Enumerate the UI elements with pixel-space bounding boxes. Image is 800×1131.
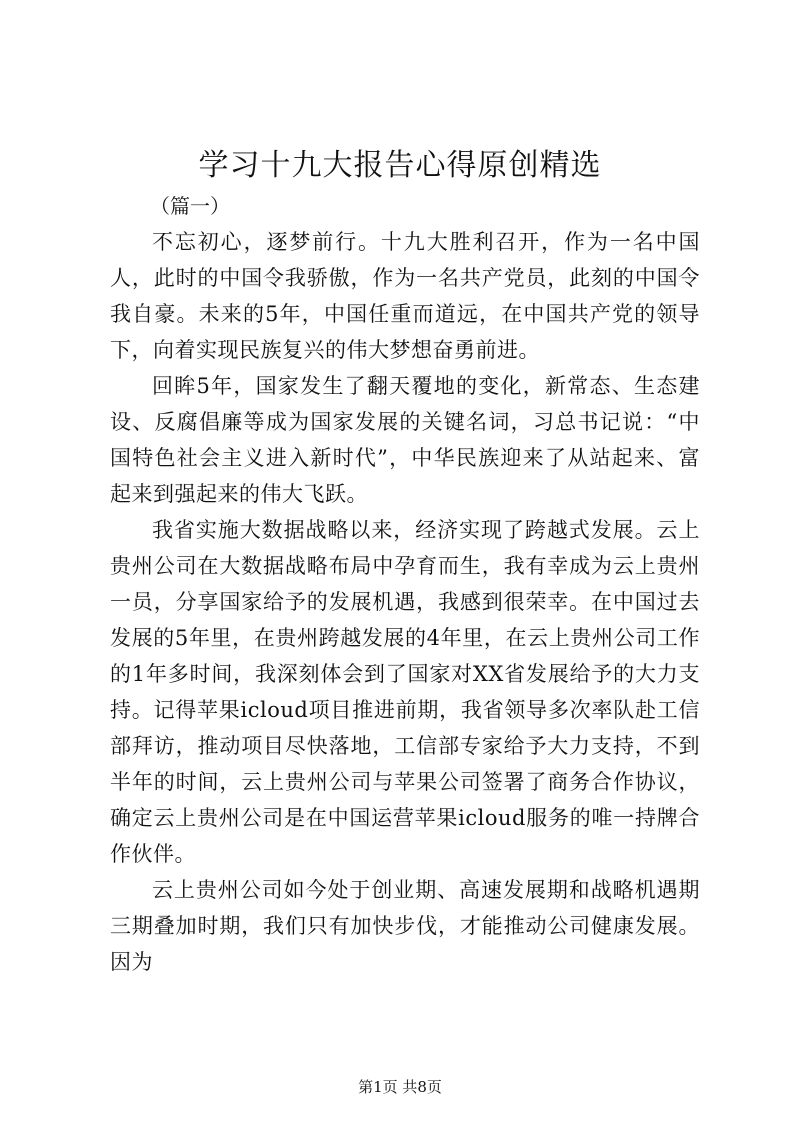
section-label: （篇一）: [150, 194, 230, 218]
page-footer: 第1页 共8页: [358, 1078, 442, 1096]
paragraph-4: 云上贵州公司如今处于创业期、高速发展期和战略机遇期三期叠加时期，我们只有加快步伐，才能推动公司健康发展。因为: [110, 878, 700, 974]
paragraph-1: 不忘初心，逐梦前行。十九大胜利召开，作为一名中国人，此时的中国令我骄傲，作为一名共产党员，此刻的中国令我自豪。未来的5年，中国任重而道远，在中国共产党的领导下，向着实现民族复兴的伟大梦想奋勇前进。: [110, 230, 700, 362]
paragraph-3: 我省实施大数据战略以来，经济实现了跨越式发展。云上贵州公司在大数据战略布局中孕育而生，我有幸成为云上贵州一员，分享国家给予的发展机遇，我感到很荣幸。在中国过去发展的5年里，在贵州跨越发展的4年里，在云上贵州公司工作的1年多时间，我深刻体会到了国家对XX省发展给予的大力支持。记得苹果icloud项目推进前期，我省领导多次率队赴工信部拜访，推动项目尽快落地，工信部专家给予大力支持，不到半年的时间，云上贵州公司与苹果公司签署了商务合作协议，确定云上贵州公司是在中国运营苹果icloud服务的唯一持牌合作伙伴。: [110, 518, 700, 866]
paragraph-2: 回眸5年，国家发生了翻天覆地的变化，新常态、生态建设、反腐倡廉等成为国家发展的关键名词，习总书记说：“中国特色社会主义进入新时代”，中华民族迎来了从站起来、富起来到强起来的伟大飞跃。: [110, 374, 700, 506]
document-title: 学习十九大报告心得原创精选: [198, 148, 602, 183]
document-body: [110, 224, 700, 980]
